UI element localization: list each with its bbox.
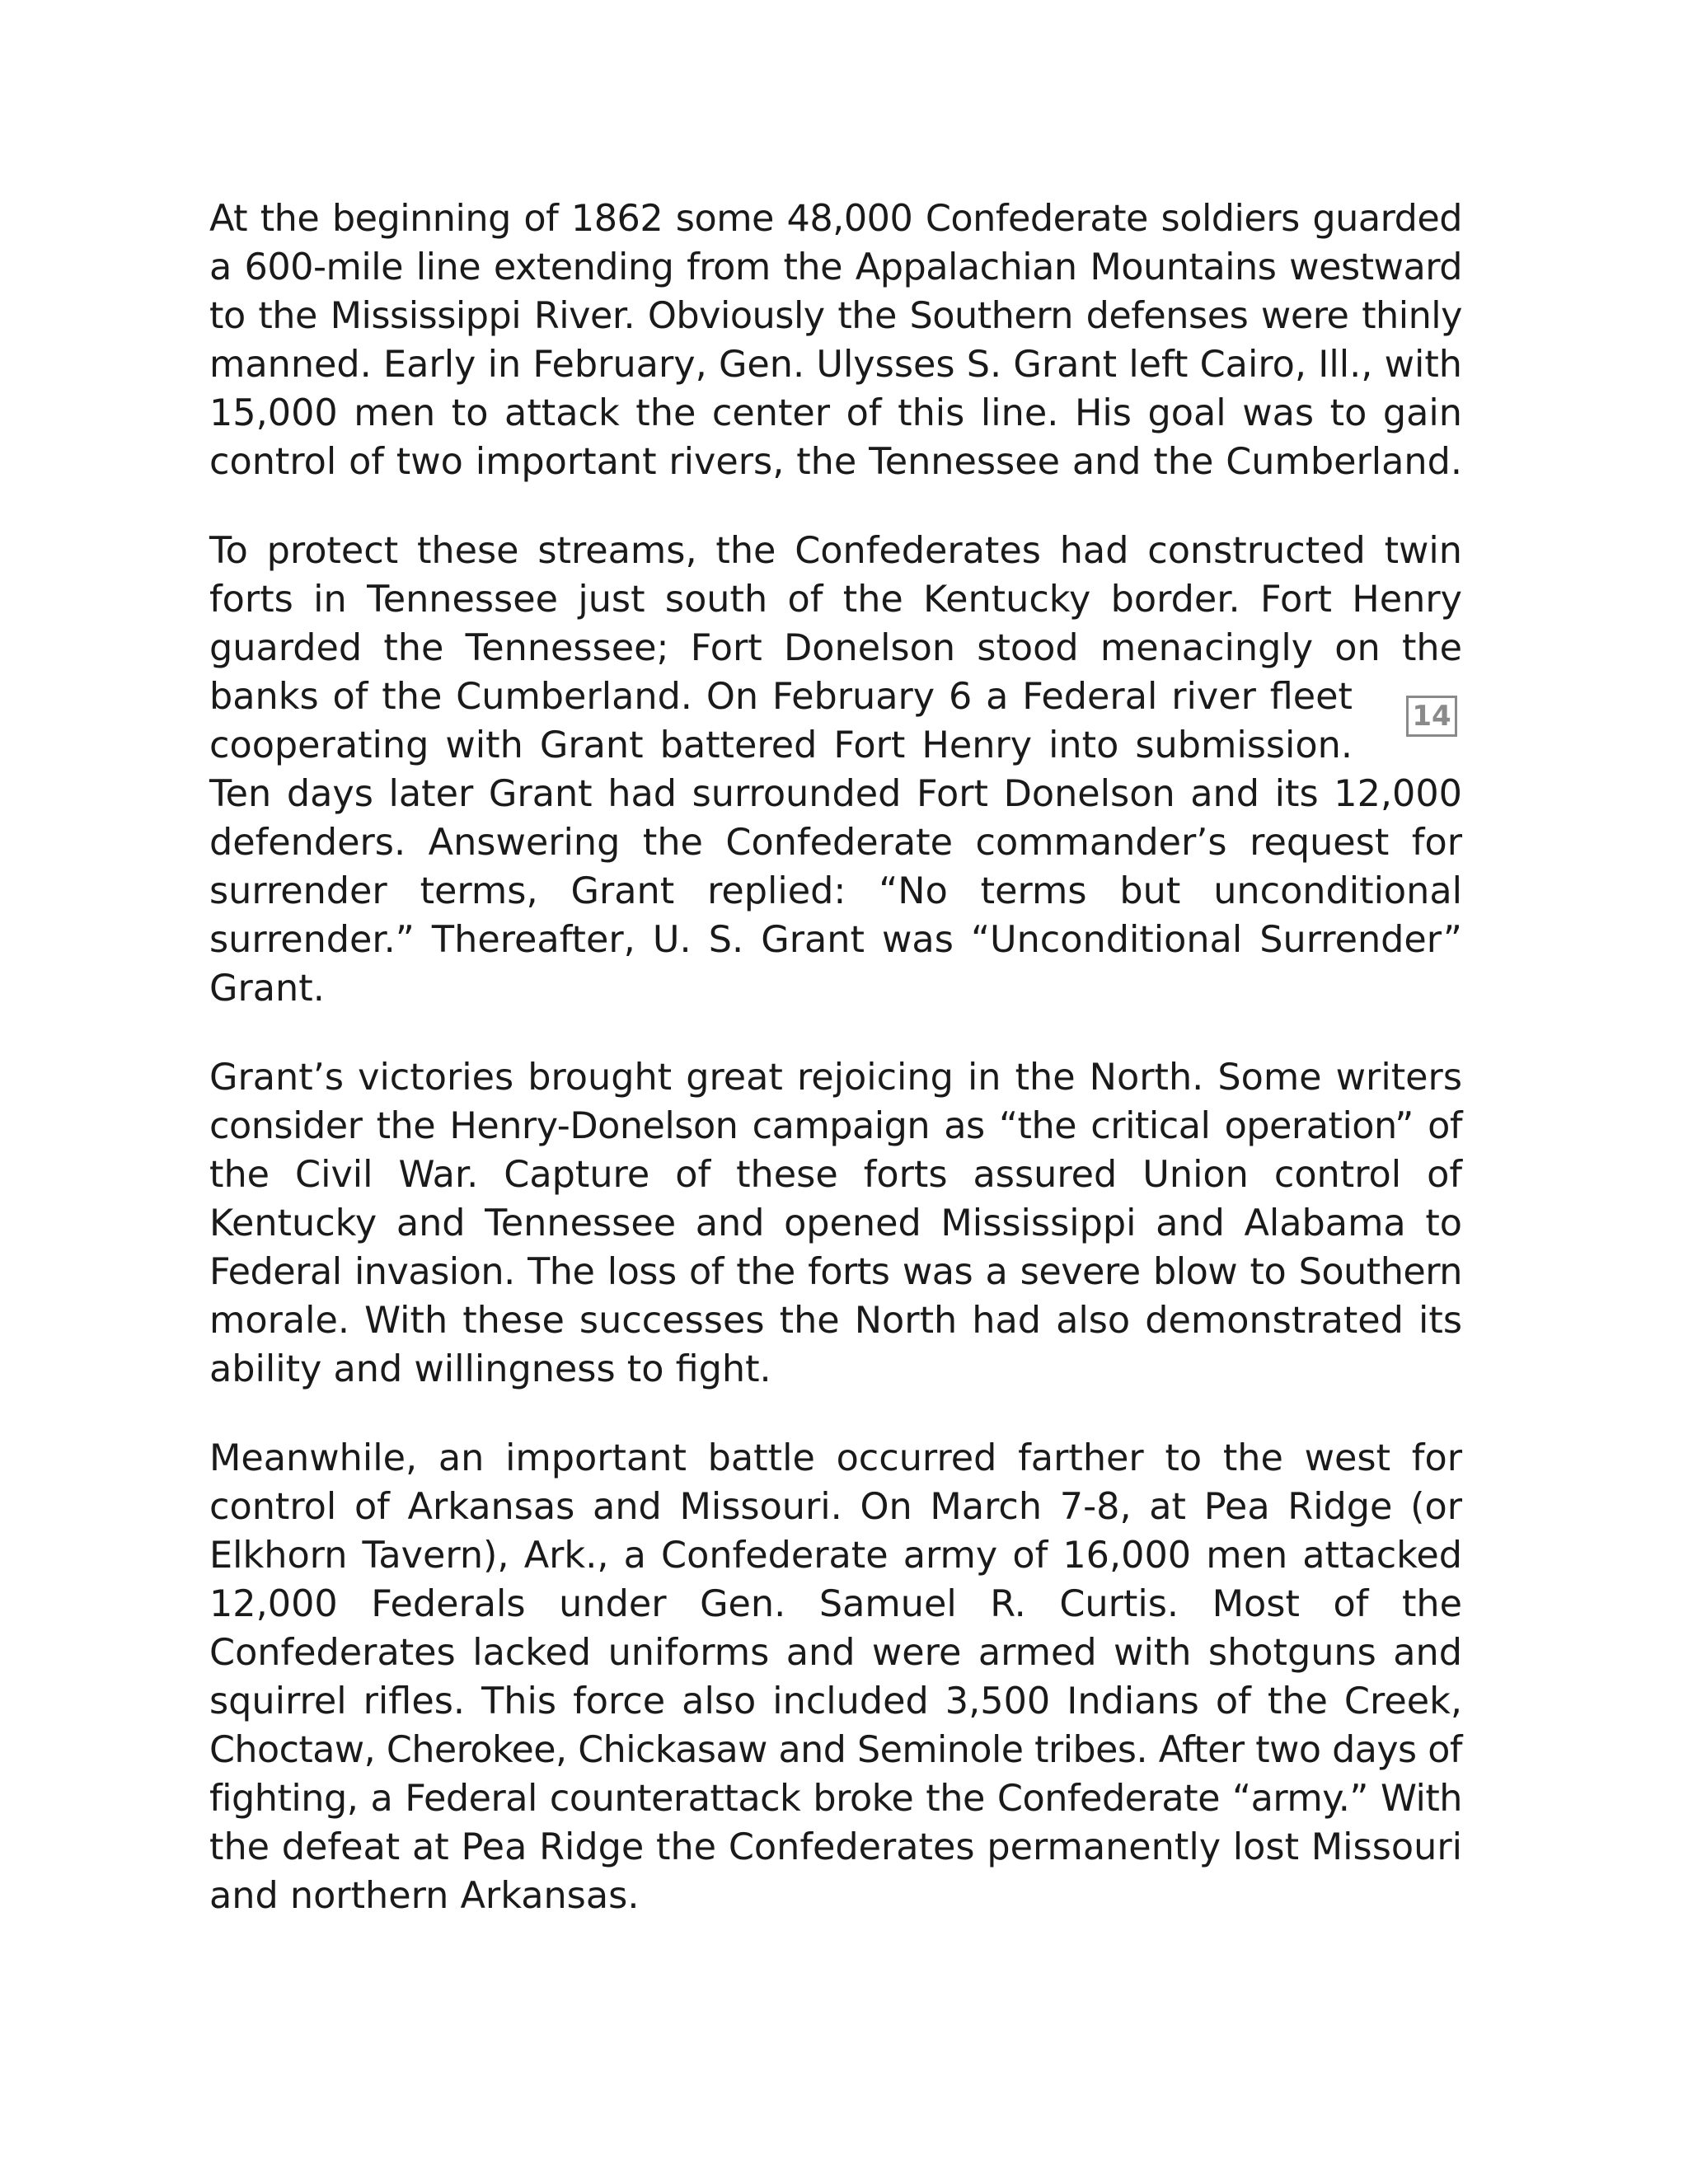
text-line: Grant.	[209, 968, 325, 1010]
document-body	[209, 194, 1462, 1961]
text-line: Confederates lacked uniforms and were armed with shotguns and	[209, 1632, 1462, 1674]
text-line: To protect these streams, the Confederates had constructed twin	[209, 530, 1462, 572]
text-line: control of two important rivers, the Tennessee and the Cumberland.	[209, 441, 1462, 483]
text-line: 15,000 men to attack the center of this line. His goal was to gain	[209, 392, 1462, 434]
text-line: Kentucky and Tennessee and opened Mississippi and Alabama to	[209, 1202, 1462, 1244]
text-line: a 600-mile line extending from the Appalachian Mountains westward	[209, 246, 1462, 288]
text-line: the Civil War. Capture of these forts assured Union control of	[209, 1154, 1462, 1196]
text-line: control of Arkansas and Missouri. On March 7-8, at Pea Ridge (or	[209, 1486, 1462, 1528]
text-line: defenders. Answering the Confederate commander’s request for	[209, 822, 1462, 864]
paragraph-3	[209, 1053, 1462, 1394]
text-line: the defeat at Pea Ridge the Confederates permanently lost Missouri	[209, 1826, 1462, 1868]
text-line: ability and willingness to fight.	[209, 1348, 771, 1390]
text-line: to the Mississippi River. Obviously the Southern defenses were thinly	[209, 295, 1462, 337]
text-line: cooperating with Grant battered Fort Henry into submission.	[209, 724, 1353, 766]
paragraph-4	[209, 1434, 1462, 1920]
text-line: forts in Tennessee just south of the Kentucky border. Fort Henry	[209, 579, 1462, 621]
text-line: consider the Henry-Donelson campaign as “the critical operation” of	[209, 1105, 1462, 1147]
text-line: morale. With these successes the North had also demonstrated its	[209, 1300, 1462, 1342]
text-line: Federal invasion. The loss of the forts was a severe blow to Southern	[209, 1251, 1462, 1293]
text-line: 12,000 Federals under Gen. Samuel R. Curtis. Most of the	[209, 1583, 1462, 1625]
text-line: Elkhorn Tavern), Ark., a Confederate army of 16,000 men attacked	[209, 1535, 1462, 1577]
paragraph-2	[209, 527, 1462, 1013]
text-line: Choctaw, Cherokee, Chickasaw and Seminole tribes. After two days of	[209, 1729, 1462, 1771]
text-line: guarded the Tennessee; Fort Donelson stood menacingly on the	[209, 627, 1462, 669]
paragraph-1	[209, 194, 1462, 486]
text-line: At the beginning of 1862 some 48,000 Confederate soldiers guarded	[209, 198, 1462, 240]
text-line: Ten days later Grant had surrounded Fort Donelson and its 12,000	[209, 773, 1462, 815]
text-line: surrender terms, Grant replied: “No terms but unconditional	[209, 870, 1462, 912]
text-line: manned. Early in February, Gen. Ulysses S. Grant left Cairo, Ill., with	[209, 344, 1462, 386]
text-line: surrender.” Thereafter, U. S. Grant was “Unconditional Surrender”	[209, 919, 1462, 961]
text-line: and northern Arkansas.	[209, 1875, 640, 1917]
text-line: Grant’s victories brought great rejoicing in the North. Some writers	[209, 1057, 1462, 1099]
text-line: squirrel rifles. This force also included 3,500 Indians of the Creek,	[209, 1680, 1462, 1722]
text-line: banks of the Cumberland. On February 6 a Federal river fleet	[209, 676, 1353, 718]
text-line: Meanwhile, an important battle occurred farther to the west for	[209, 1437, 1462, 1479]
text-line: fighting, a Federal counterattack broke the Confederate “army.” With	[209, 1778, 1462, 1820]
page-number-badge: 14	[1406, 696, 1457, 737]
